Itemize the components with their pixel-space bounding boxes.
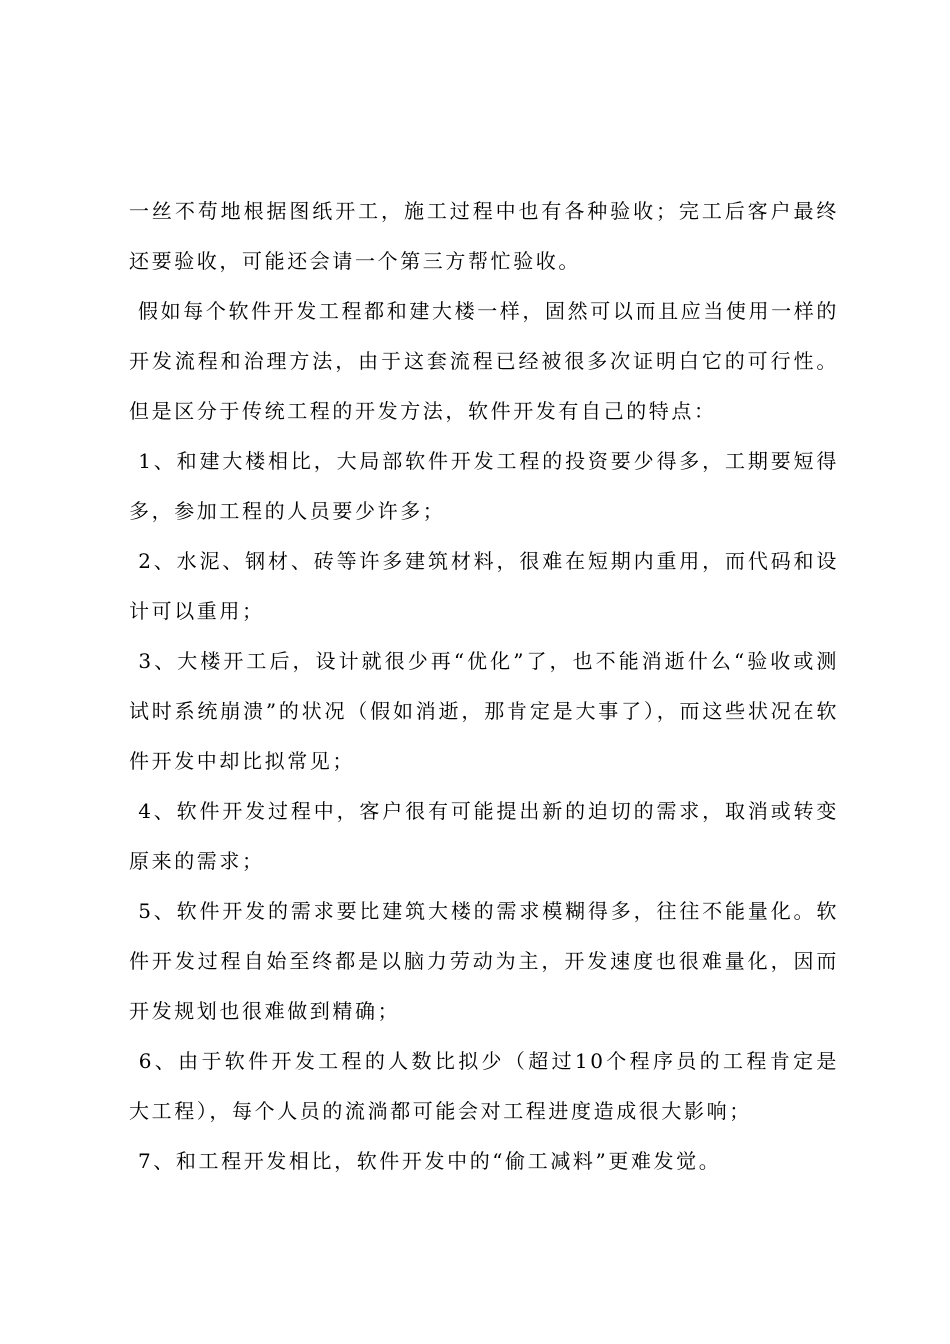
paragraph-continuation: 一丝不苟地根据图纸开工，施工过程中也有各种验收；完工后客户最终还要验收，可能还会请一个第三方帮忙验收。	[129, 199, 839, 273]
list-item-1: 1、和建大楼相比，大局部软件开发工程的投资要少得多，工期要短得多，参加工程的人员要少许多；	[129, 449, 839, 523]
list-item-2: 2、水泥、钢材、砖等许多建筑材料，很难在短期内重用，而代码和设计可以重用；	[129, 549, 839, 623]
list-item-7: 7、和工程开发相比，软件开发中的“偷工减料”更难发觉。	[129, 1149, 722, 1173]
list-item-5: 5、软件开发的需求要比建筑大楼的需求模糊得多，往往不能量化。软件开发过程自始至终都是以脑力劳动为主，开发速度也很难量化，因而开发规划也很难做到精确；	[129, 899, 839, 1023]
paragraph-intro: 假如每个软件开发工程都和建大楼一样，固然可以而且应当使用一样的开发流程和治理方法，由于这套流程已经被很多次证明白它的可行性。但是区分于传统工程的开发方法，软件开发有自己的特点：	[129, 299, 839, 423]
list-item-6: 6、由于软件开发工程的人数比拟少（超过10个程序员的工程肯定是大工程），每个人员的流淌都可能会对工程进度造成很大影响；	[129, 1049, 839, 1123]
document-body	[129, 186, 839, 1186]
list-item-4: 4、软件开发过程中，客户很有可能提出新的迫切的需求，取消或转变原来的需求；	[129, 799, 839, 873]
list-item-3: 3、大楼开工后，设计就很少再“优化”了，也不能消逝什么“验收或测试时系统崩溃”的状况（假如消逝，那肯定是大事了），而这些状况在软件开发中却比拟常见；	[129, 649, 839, 773]
